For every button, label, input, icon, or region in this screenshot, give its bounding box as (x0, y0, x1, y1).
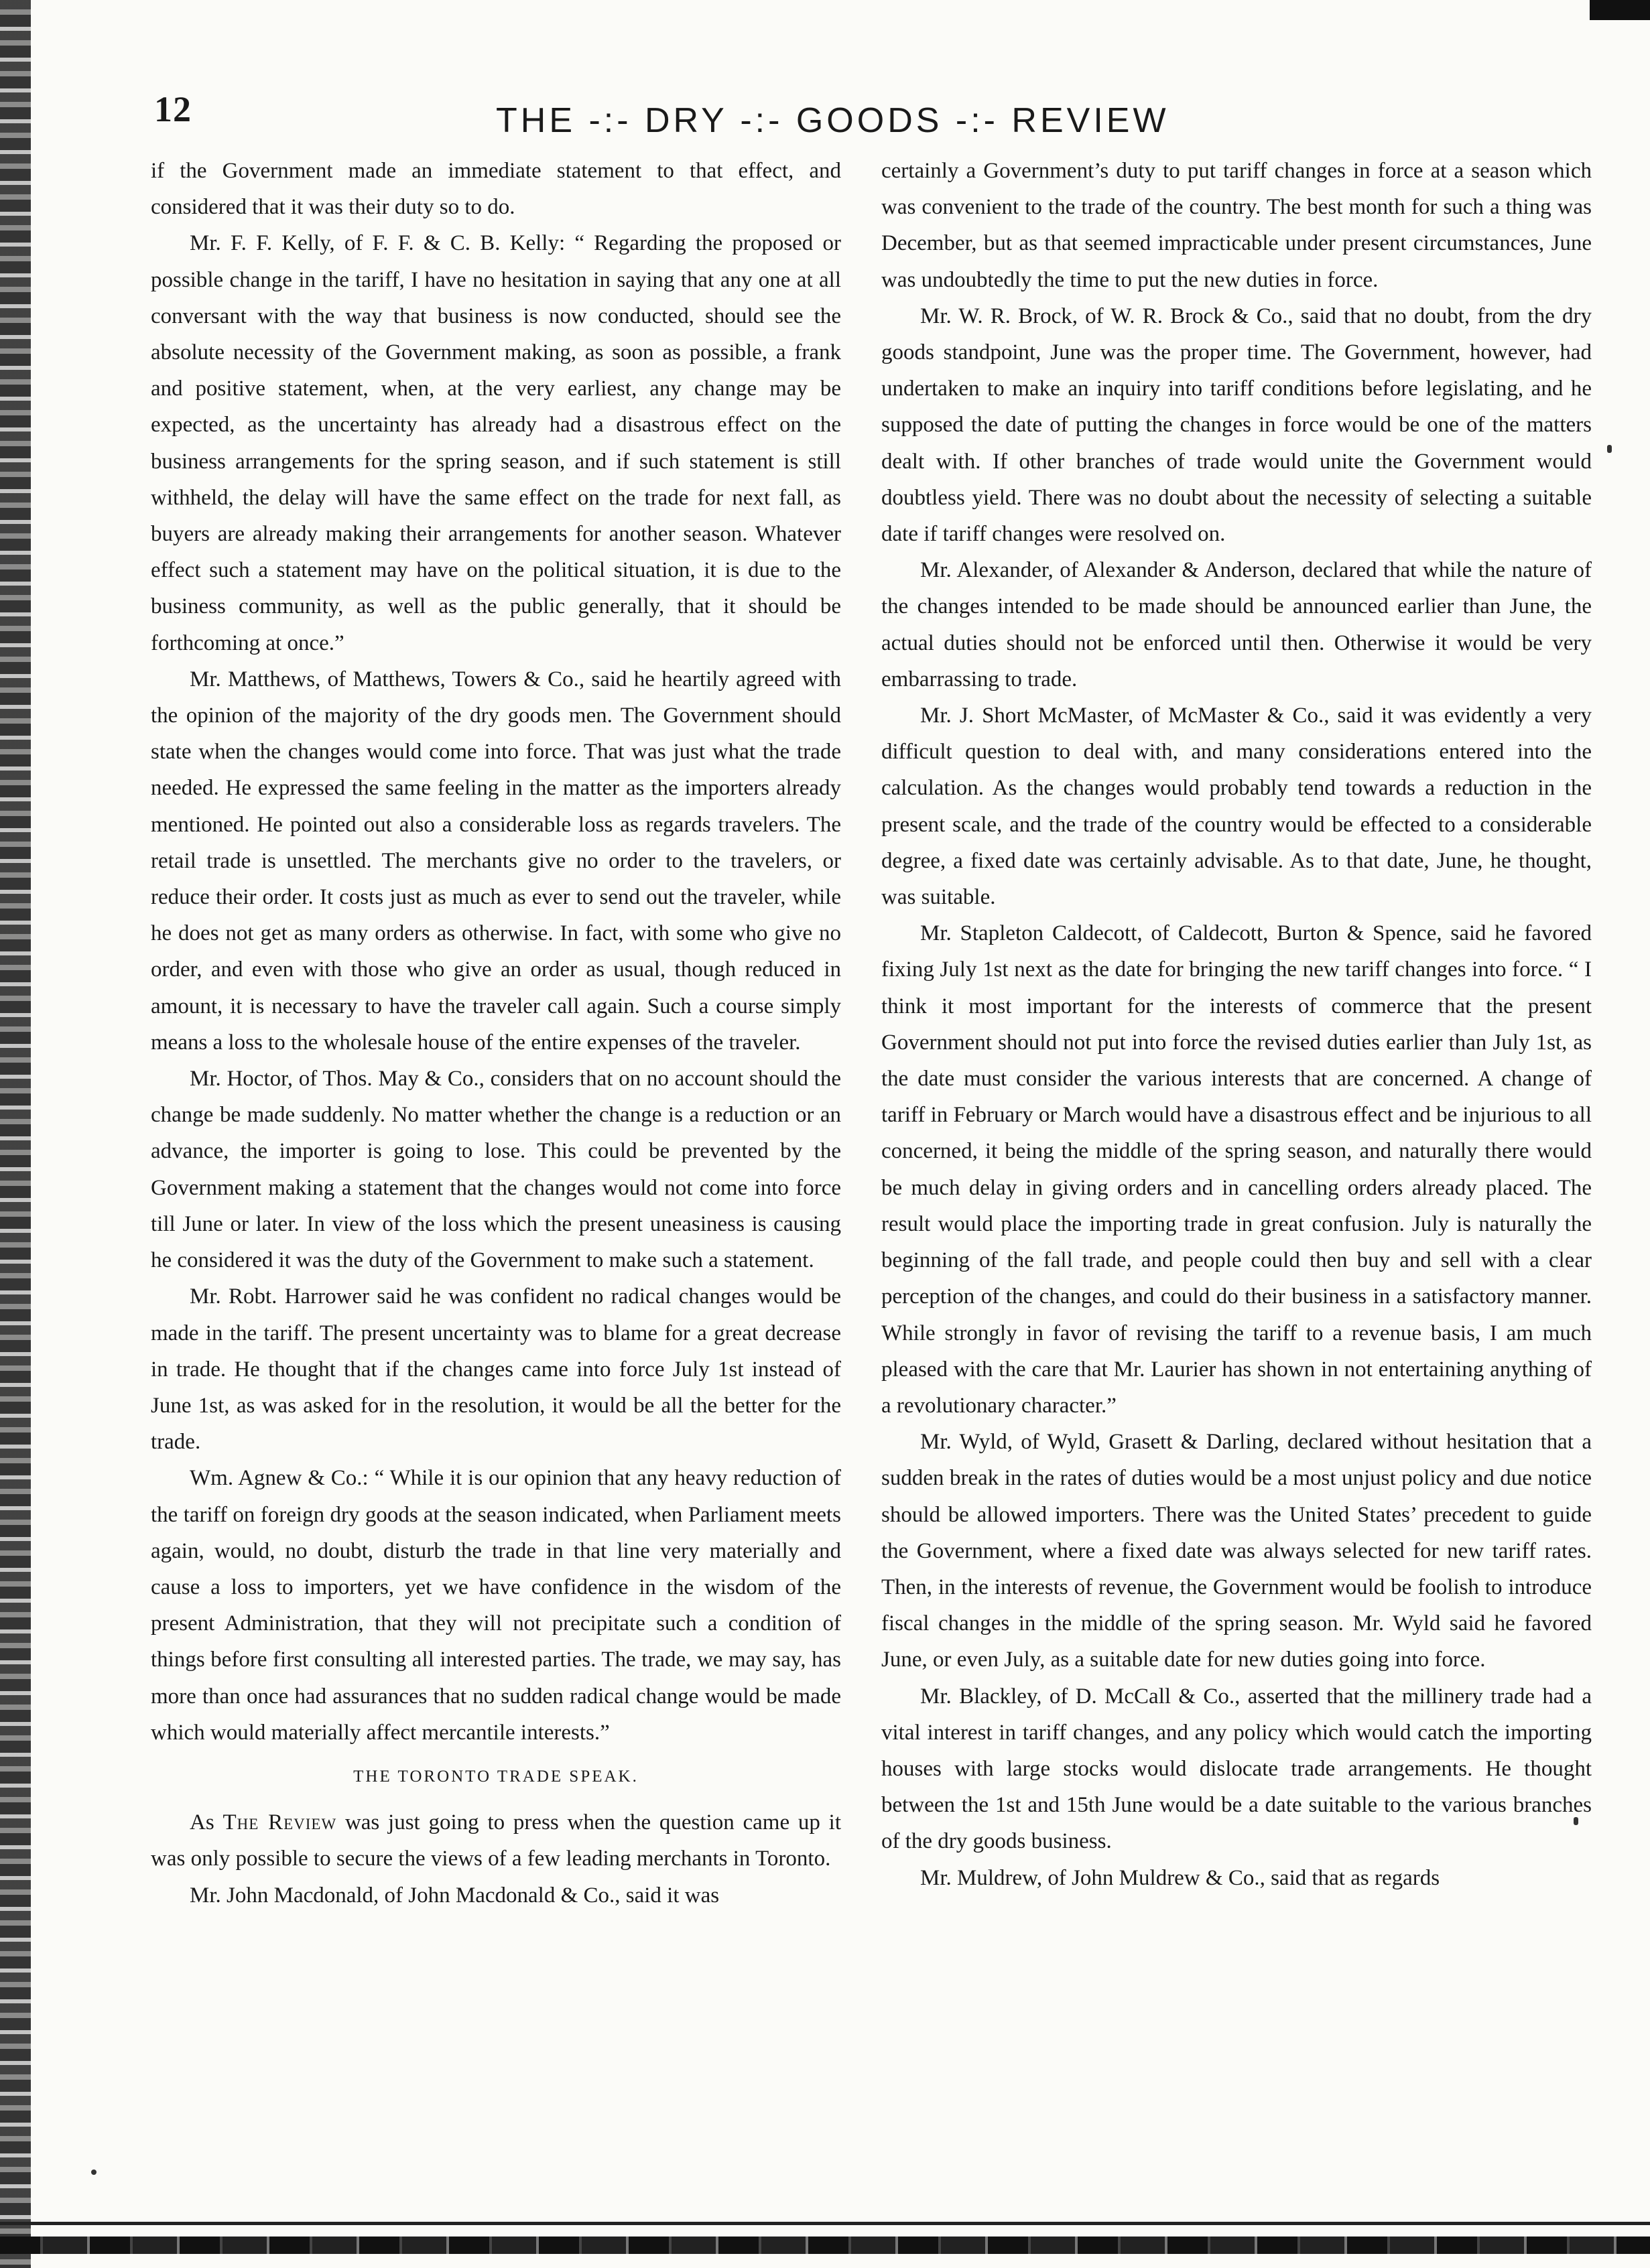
paragraph-matthews: Mr. Matthews, of Matthews, Towers & Co., said he heartily agreed with the opinion of the majority of the dry goods men. The Government should state when the changes would come into force. That was just what the trade needed. He expressed the same feeling in the matter as the importers already mentioned. He pointed out also a considerable loss as regards travelers. The retail trade is unsettled. The merchants give no order to the travelers, or reduce their order. It costs just as much as ever to send out the traveler, while he does not get as many orders as otherwise. In fact, with some who give no order, and even with those who give an order as usual, though reduced in amount, it is necessary to have the traveler call again. Such a course simply means a loss to the wholesale house of the entire expenses of the traveler. (151, 667, 841, 1055)
paragraph-alexander: Mr. Alexander, of Alexander & Anderson, declared that while the nature of the changes intended to be made should be announced earlier than June, the actual duties should not be enforced until then. Otherwise it would be very embarrassing to trade. (881, 558, 1592, 691)
masthead-title: THE -:- DRY -:- GOODS -:- REVIEW (496, 101, 1169, 140)
intro-rest: was just going to press when the question came up it was only possible to secure the views of a few leading merchants in Toronto. (151, 1810, 841, 1871)
bottom-rule (0, 2237, 1650, 2254)
binding-edge (0, 0, 31, 2268)
paragraph-intro (151, 1804, 841, 1877)
paragraph-mcmaster: Mr. J. Short McMaster, of McMaster & Co., said it was evidently a very difficult question to deal with, and many considerations entered into the calculation. As the changes would probably tend towards a reduction in the present scale, and the trade of the country would be effected to a considerable degree, a fixed date was certainly advisable. As to that date, June, he thought, was suitable. (881, 704, 1592, 910)
stray-dot (91, 2170, 97, 2175)
stray-mark (1607, 445, 1612, 453)
paragraph-kelly: Mr. F. F. Kelly, of F. F. & C. B. Kelly: “ Regarding the proposed or possible change in the tariff, I have no hesitation in saying that any one at all conversant with the way that business is now conducted, should see the absolute necessity of the Government making, as soon as possible, a frank and positive statement, when, at the very earliest, any change may be expected, as the uncertainty has already had a disastrous effect on the business arrangements for the spring season, and if such statement is still withheld, the delay will have the same effect on the trade for next fall, as buyers are already making their arrangements for another season. Whatever effect such a statement may have on the political situation, it is due to the business community, as well as the public generally, that it should be forthcoming at once.” (151, 231, 841, 655)
paragraph-macdonald: Mr. John Macdonald, of John Macdonald & Co., said it was (190, 1883, 720, 1908)
corner-mark (1590, 0, 1650, 20)
left-column (151, 153, 841, 2163)
paragraph-wyld: Mr. Wyld, of Wyld, Grasett & Darling, declared without hesitation that a sudden break in the rates of duties would be a most unjust policy and due notice should be allowed importers. There was the United States’ precedent to guide the Government, where a fixed date was always selected for new tariff rates. Then, in the interests of revenue, the Government would be foolish to introduce fiscal changes in the middle of the spring season. Mr. Wyld said he favored June, or even July, as a suitable date for new duties going into force. (881, 1430, 1592, 1672)
page-number: 12 (154, 89, 192, 129)
paragraph-blackley: Mr. Blackley, of D. McCall & Co., asserted that the millinery trade had a vital interest in tariff changes, and any policy which would catch the importing houses with large stocks would dislocate trade arrangements. He thought between the 1st and 15th June would be a date suitable to the various branches of the dry goods business. (881, 1684, 1592, 1854)
stray-mark (1574, 1817, 1578, 1825)
paragraph-muldrew: Mr. Muldrew, of John Muldrew & Co., said that as regards (920, 1865, 1440, 1890)
paragraph-caldecott: Mr. Stapleton Caldecott, of Caldecott, Burton & Spence, said he favored fixing July 1st next as the date for bringing the new tariff changes into force. “ I think it most important for the interests of commerce that the present Government should not put into force the revised duties earlier than July 1st, as the date must consider the various interests that are concerned. A change of tariff in February or March would have a disastrous effect and be injurious to all concerned, it being the middle of the spring season, and naturally there would be much delay in giving orders and in cancelling orders already placed. The result would place the importing trade in great confusion. July is naturally the beginning of the fall trade, and people could then buy and sell with a clear perception of the changes, and could do their business in a satisfactory manner. While strongly in favor of revising the tariff to a revenue basis, I am much pleased with the care that Mr. Laurier has shown in not entertaining anything of a revolutionary character.” (881, 921, 1592, 1418)
review-name: The Review (223, 1810, 337, 1835)
paragraph-agnew: Wm. Agnew & Co.: “ While it is our opinion that any heavy reduction of the tariff on foreign dry goods at the season indicated, when Parliament meets again, would, no doubt, disturb the trade in that line very materially and cause a loss to importers, yet we have confidence in the wisdom of the present Administration, that they will not precipitate such a condition of things before first consulting all interested parties. The trade, we may say, has more than once had assurances that no sudden radical change would be made which would materially affect mercantile interests.” (151, 1466, 841, 1745)
paragraph-continuation-right: certainly a Government’s duty to put tariff changes in force at a season which was convenient to the trade of the country. The best month for such a thing was December, but as that seemed impracticable under present circumstances, June was undoubtedly the time to put the new duties in force. (881, 159, 1592, 292)
paragraph-harrower: Mr. Robt. Harrower said he was confident no radical changes would be made in the tariff. The present uncertainty was to blame for a great decrease in trade. He thought that if the changes came into force July 1st instead of June 1st, as was asked for in the resolution, it would be all the better for the trade. (151, 1284, 841, 1455)
paragraph-continuation: if the Government made an immediate statement to that effect, and considered that it was their duty so to do. (151, 159, 841, 220)
right-column (881, 153, 1592, 2163)
paragraph-hoctor: Mr. Hoctor, of Thos. May & Co., considers that on no account should the change be made suddenly. No matter whether the change is a reduction or an advance, the importer is going to lose. This could be prevented by the Government making a statement that the changes would not come into force till June or later. In view of the loss which the present uneasiness is causing he considered it was the duty of the Government to make such a statement. (151, 1067, 841, 1273)
section-heading: THE TORONTO TRADE SPEAK. (353, 1767, 639, 1786)
bottom-rule-thin (0, 2222, 1650, 2225)
paragraph-brock: Mr. W. R. Brock, of W. R. Brock & Co., said that no doubt, from the dry goods standpoint, June was the proper time. The Government, however, had undertaken to make an inquiry into tariff conditions before legislating, and he supposed the date of putting the changes in force would be one of the matters dealt with. If other branches of trade would unite the Government would doubtless yield. There was no doubt about the necessity of selecting a suitable date if tariff changes were resolved on. (881, 304, 1592, 547)
intro-prefix: As (190, 1810, 223, 1835)
